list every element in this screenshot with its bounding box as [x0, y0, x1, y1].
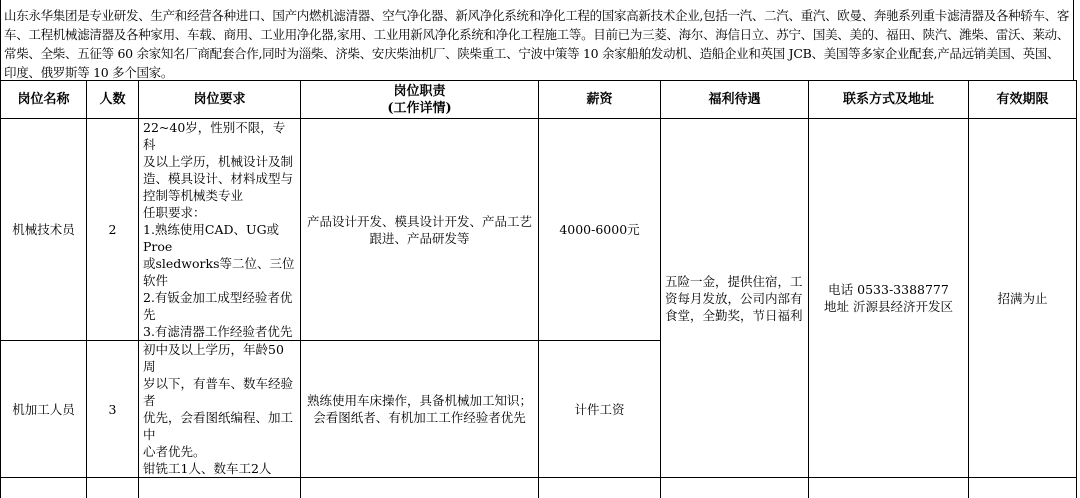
header-name: 岗位名称 [1, 81, 87, 119]
header-requirements: 岗位要求 [139, 81, 301, 119]
contact-address: 地址 沂源县经济开发区 [824, 299, 953, 314]
empty-cell [139, 478, 301, 498]
empty-cell [809, 478, 969, 498]
header-duties-line2: (工作详情) [387, 100, 452, 116]
requirement-line: 岁以下，有普车、数车经验者 [143, 376, 294, 408]
requirement-line: 心者优先。 [143, 444, 206, 459]
contact-cell [809, 119, 969, 478]
requirement-line: 软件 [143, 273, 169, 288]
requirement-line: 钳铣工1人、数车工2人 [143, 461, 272, 476]
job-salary: 计件工资 [539, 341, 661, 478]
job-name: 机加工人员 [1, 341, 87, 478]
requirement-line: 1.熟练使用CAD、UG或Proe [143, 222, 280, 254]
empty-cell [539, 478, 661, 498]
requirement-line: 3.有滤清器工作经验者优先 [143, 324, 293, 339]
header-contact: 联系方式及地址 [809, 81, 969, 119]
job-salary: 4000-6000元 [539, 119, 661, 341]
job-requirements [139, 341, 301, 478]
job-duties: 产品设计开发、模具设计开发、产品工艺跟进、产品研发等 [301, 119, 539, 341]
job-duties: 熟练使用车床操作，具备机械加工知识；会看图纸者、有机加工工作经验者优先 [301, 341, 539, 478]
requirement-line: 及以上学历，机械设计及制 [143, 154, 294, 169]
job-count: 3 [87, 341, 139, 478]
header-salary: 薪资 [539, 81, 661, 119]
job-requirements [139, 119, 301, 341]
requirement-line: 22~40岁，性别不限，专科 [143, 120, 286, 152]
header-duties-line1: 岗位职责 [393, 83, 446, 99]
header-duties [301, 81, 539, 119]
table-row [1, 119, 1077, 341]
requirement-line: 先 [143, 307, 156, 322]
empty-cell [301, 478, 539, 498]
job-count: 2 [87, 119, 139, 341]
table-header-row [1, 81, 1077, 119]
contact-phone: 电话 0533-3388777 [828, 282, 949, 297]
header-count: 人数 [87, 81, 139, 119]
empty-row [1, 478, 1077, 498]
requirement-line: 初中及以上学历，年龄50周 [143, 342, 284, 374]
company-intro: 山东永华集团是专业研发、生产和经营各种进口、国产内燃机滤清器、空气净化器、新风净化系统和净化工程的国家高新技术企业,包括一汽、二汽、重汽、欧曼、奔驰系列重卡滤清器及各种轿车、客车、工程机械滤清器及各种家用、车载、商用、工业用净化器,家用、工业用新风净化系统和净化工程施工等。目前已为三菱、海尔、海信日立、苏宁、国美、美的、福田、陕汽、潍柴、雷沃、莱动、常柴、全柴、五征等 60 余家知名厂商配套合作,同时为淄柴、济柴、安庆柴油机厂、陕柴重工、宁波中策等 10 余家船舶发动机、造船企业和英国 JCB、美国等多家企业配套,产品远销美国、英国、印度、俄罗斯等 10 多个国家。 [0, 0, 1074, 80]
benefits-cell: 五险一金，提供住宿，工资每月发放，公司内部有食堂，全勤奖，节日福利 [661, 119, 809, 478]
empty-cell [969, 478, 1077, 498]
job-table [0, 80, 1077, 498]
requirement-line: 2.有钣金加工成型经验者优 [143, 290, 293, 305]
requirement-line: 造、模具设计、材料成型与 [143, 171, 294, 186]
empty-cell [1, 478, 87, 498]
header-validity: 有效期限 [969, 81, 1077, 119]
requirement-line: 控制等机械类专业 [143, 188, 244, 203]
requirement-line: 优先，会看图纸编程、加工中 [143, 410, 294, 442]
requirement-line: 或sledworks等二位、三位 [143, 256, 295, 271]
requirement-line: 任职要求： [143, 205, 206, 220]
job-name: 机械技术员 [1, 119, 87, 341]
header-benefits: 福利待遇 [661, 81, 809, 119]
empty-cell [87, 478, 139, 498]
empty-cell [661, 478, 809, 498]
validity-cell: 招满为止 [969, 119, 1077, 478]
